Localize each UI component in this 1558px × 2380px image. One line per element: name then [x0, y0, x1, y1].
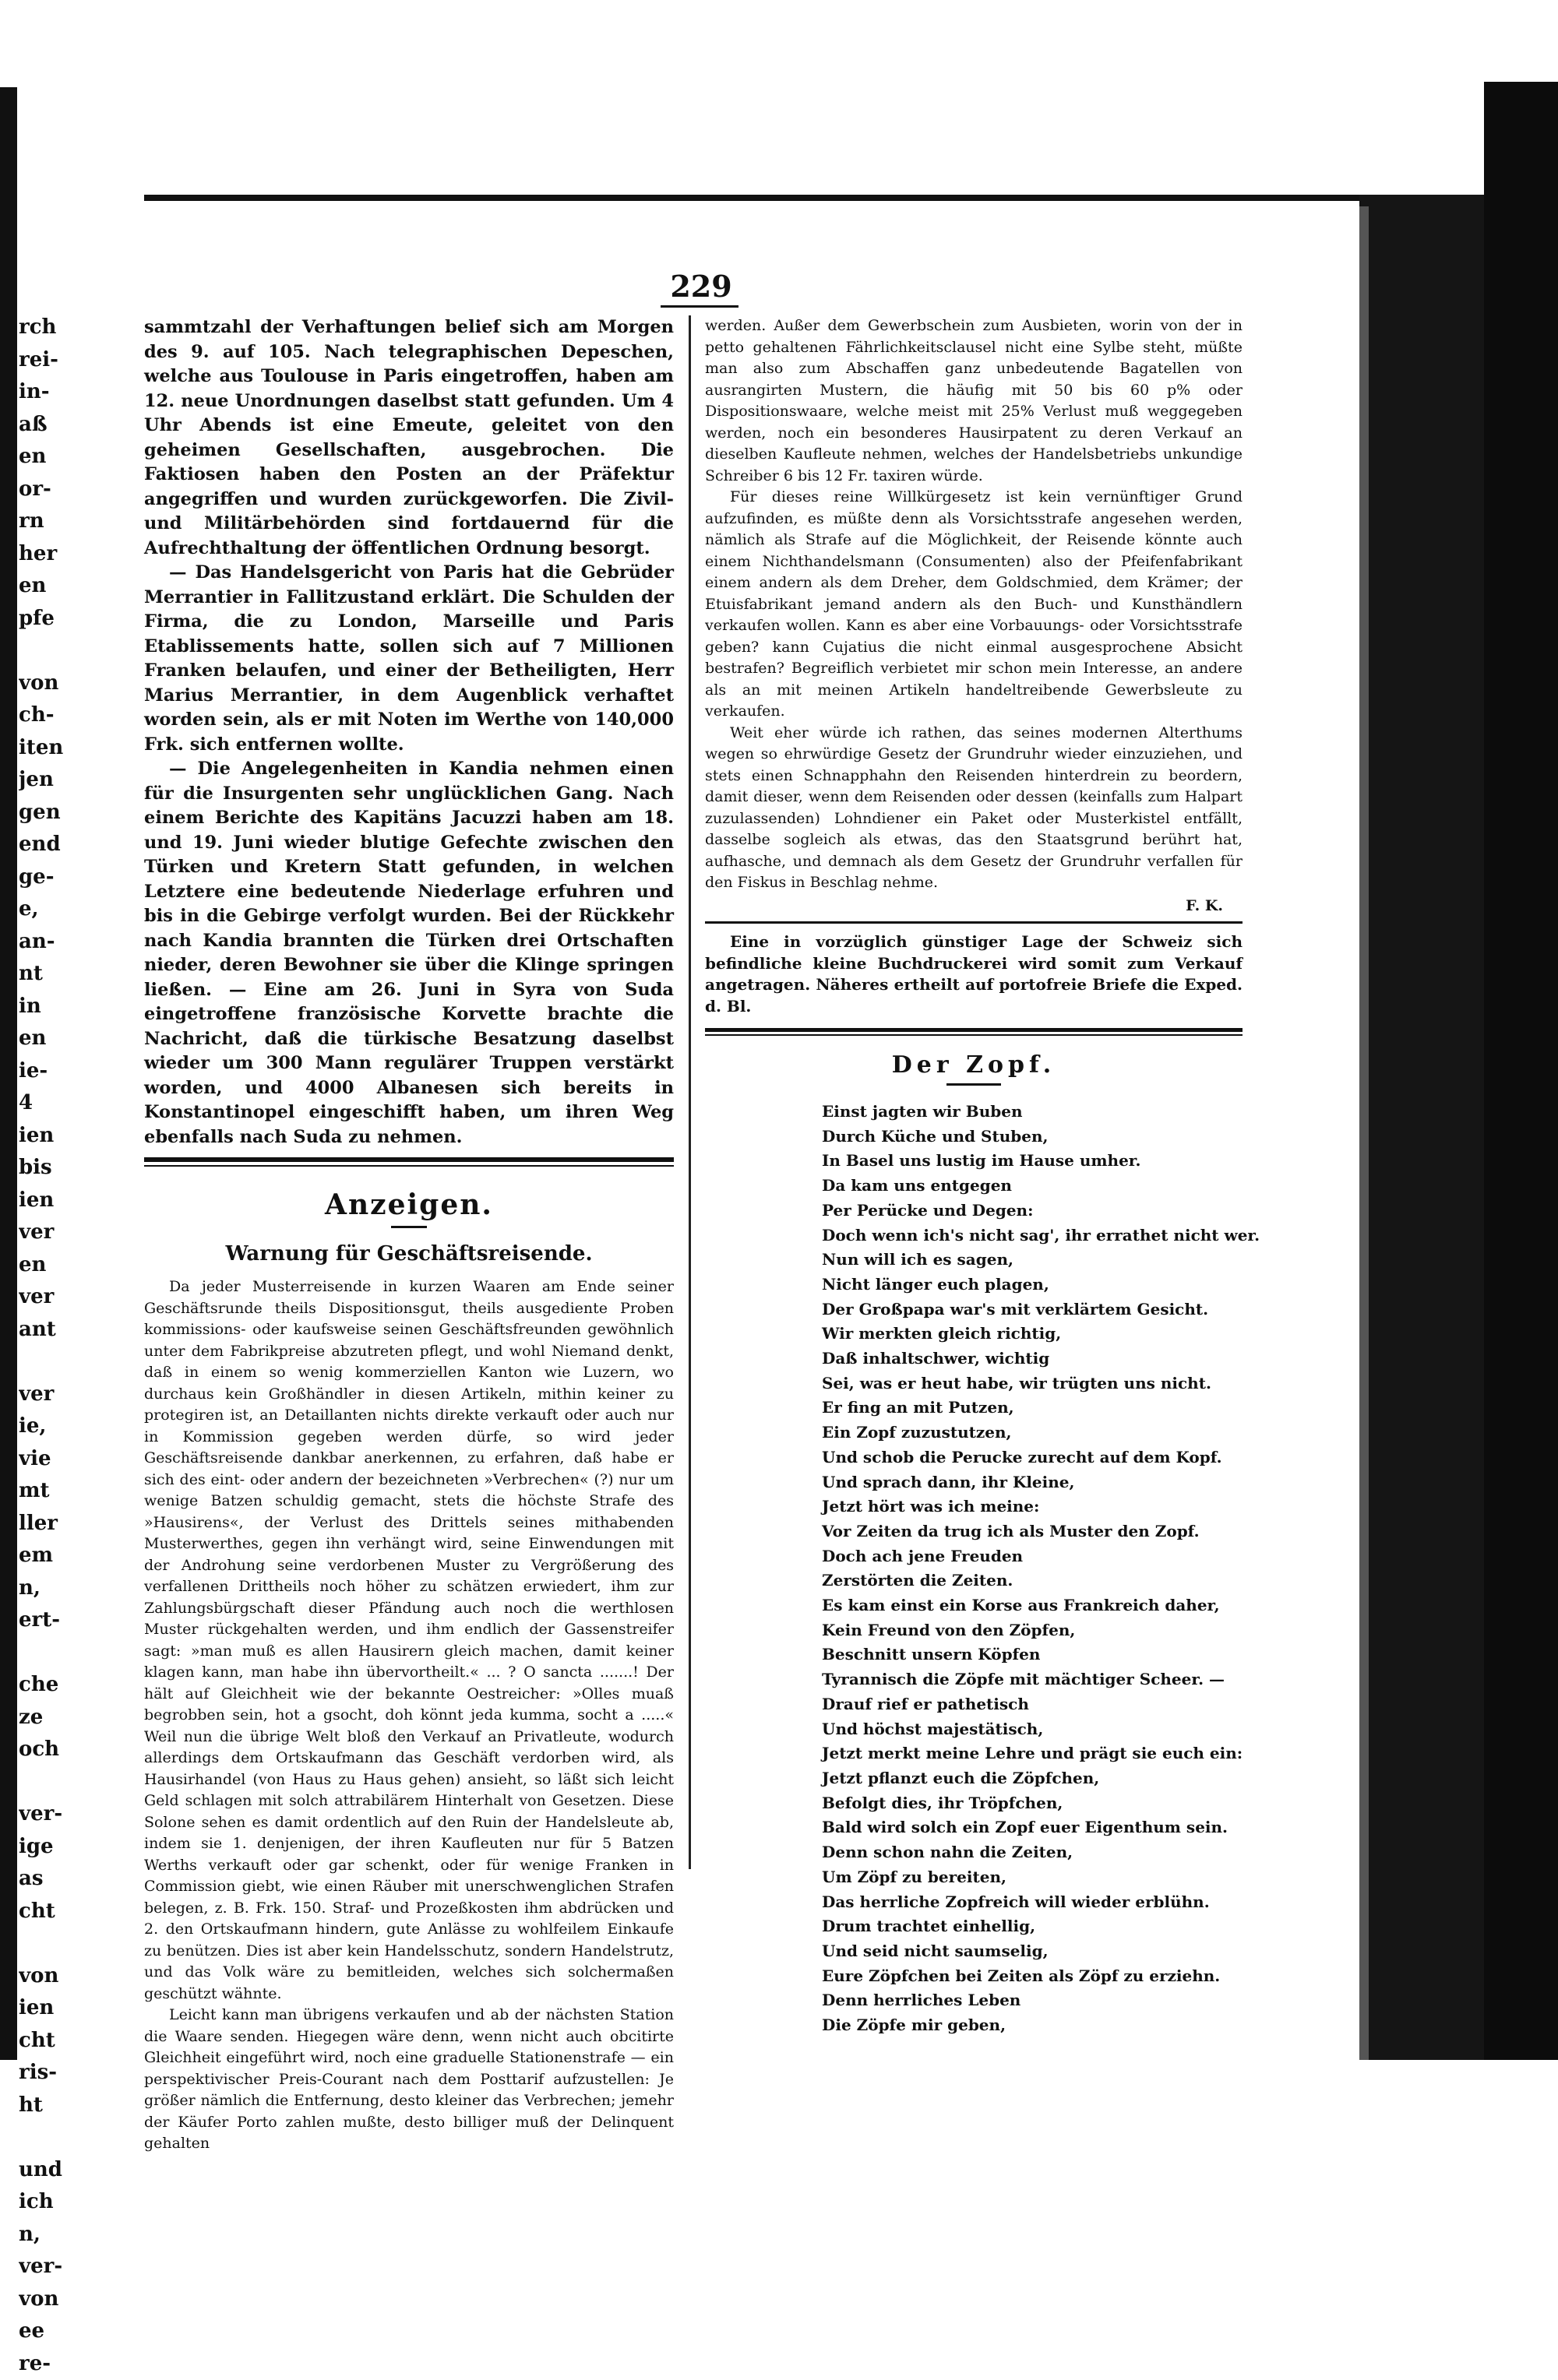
margin-fragment: 4	[19, 1087, 67, 1120]
page-number-rule	[661, 305, 738, 308]
margin-fragment: end	[19, 829, 67, 861]
news-paragraph: — Die Angelegenheiten in Kandia nehmen einen für die Insurgenten sehr unglücklichen Gang. Nach einem Berichte des Kapitäns Jacuzzi haben am 18. und 19. Juni wieder blutige Gefechte zwischen den Türken und Kretern Statt gefunden, in welchen Letztere eine bedeutende Niederlage erfuhren und bis in die Gebirge verfolgt wurden. Bei der Rückkehr nach Kandia brannten die Türken drei Ortschaften nieder, deren Bewohner sie über die Klinge springen ließen. — Eine am 26. Juni in Syra von Suda eingetroffene französische Korvette brachte die Nachricht, daß die türkische Besatzung daselbst wieder um 300 Mann regulärer Truppen verstärkt worden, und 4000 Albanesen sich bereits in Konstantinopel eingeschifft haben, um ihren Weg ebenfalls nach Suda zu nehmen.	[144, 757, 674, 1150]
anzeigen-title: Anzeigen.	[144, 1188, 674, 1221]
warning-paragraph: werden. Außer dem Gewerbschein zum Ausbieten, worin von der in petto gehaltenen Fährlichkeitsclausel nicht eine Sylbe steht, müßte man also zum Abschaffen ganz unbedeutende Bagatellen von ausrangirten Mustern, die häufig mit 50 bis 60 p% oder Dispositionswaare, welche meist mit 25% Verlust muß weggegeben werden, noch ein besonderes Hausirpatent zu deren Verkauf an dieselben Kaufleute nehmen, welches der Handelsbetriebs unkundige Schreiber 6 bis 12 Fr. taxiren würde.	[705, 315, 1243, 487]
facing-page-margin	[19, 312, 67, 2380]
signature: F. K.	[705, 896, 1243, 917]
section-rule-thin	[144, 1165, 674, 1167]
poem-line: Er fing an mit Putzen,	[822, 1396, 1243, 1421]
news-section	[144, 315, 674, 1150]
margin-fragment	[19, 635, 67, 667]
margin-fragment: von	[19, 667, 67, 700]
poem-line: Jetzt hört was ich meine:	[822, 1495, 1243, 1519]
warning-paragraph: Da jeder Musterreisende in kurzen Waaren am Ende seiner Geschäftsrunde theils Dispositionsgut, theils ausgediente Proben kommissions- oder kaufsweise seinen Geschäftsfreunden gewöhnlich unter dem Fabrikpreise abzutreten pflegt, und wohl Niemand denkt, daß in einem so wenig kommerziellen Kanton wie Luzern, wo durchaus kein Großhändler in diesen Artikeln, mithin keiner zu protegiren ist, an Detaillanten nichts direkte verkauft oder auch nur in Kommission gegeben werden dürfe, so wird jeder Geschäftsreisende dankbar anerkennen, zu erfahren, daß habe er sich des eint- oder andern der bezeichneten »Verbrechen« (?) nur um wenige Batzen schuldig gemacht, stets die höchste Strafe des »Hausirens«, der Verlust des Drittels seines mithabenden Musterwerthes, gegen ihn verhängt wird, seine Einwendungen mit der Androhung seine verdorbenen Muster zu Vergrößerung des verfallenen Drittheils noch höher zu schätzen erwiedert, ihm zur Zahlungsbürgschaft dieser Pfändung auch noch die werthlosen Muster rückgehalten werden, und ihm endlich der Gassenstreifer sagt: »man muß es allen Hausirern gleich machen, damit keiner klagen kann, man habe ihn übervortheilt.« ... ? O sancta .......! Der hält auf Gleichheit wie der bekannte Oestreicher: »Olles muaß begrobben sein, hot a gsocht, doh könnt jeda kumma, socht a .....« Weil nun die übrige Welt bloß den Verkauf an Privatleute, wodurch allerdings dem Ortskaufmann das Geschäft verdorben wird, als Hausirhandel (von Haus zu Haus gehen) ansieht, so läßt sich leicht Geld schlagen mit solch attrabilärem Hinterhalt von Gesetzen. Diese Solone sehen es damit ordentlich auf den Ruin der Handelsleute ab, indem sie 1. denjenigen, der ihren Kaufleuten nur für 5 Batzen Werths verkauft oder gar schenkt, oder für wenige Franken in Commission giebt, wie einen Räuber mit unerschwenglichen Strafen belegen, z. B. Frk. 150. Straf- und Prozeßkosten ihm abdrücken und 2. den Ortskaufmann hindern, gute Anlässe zu wohlfeilem Einkaufe zu benützen. Dies ist aber kein Handelsschutz, sondern Handelstrutz, und das Volk wäre zu bemitleiden, welches sich solchermaßen geschützt wähnte.	[144, 1276, 674, 2005]
poem	[705, 1100, 1243, 2038]
margin-fragment: bis	[19, 1152, 67, 1185]
section-rule-heavy	[144, 1157, 674, 1162]
margin-fragment: re-	[19, 2348, 67, 2380]
margin-fragment: ge-	[19, 861, 67, 894]
margin-fragment: en	[19, 570, 67, 603]
poem-line: Wir merkten gleich richtig,	[822, 1322, 1243, 1347]
poem-line: Doch wenn ich's nicht sag', ihr errathet nicht wer.	[822, 1223, 1243, 1248]
margin-fragment: ris-	[19, 2057, 67, 2090]
margin-fragment: rei-	[19, 344, 67, 377]
margin-fragment: n,	[19, 1572, 67, 1605]
right-column	[705, 315, 1243, 2038]
poem-line: Tyrannisch die Zöpfe mit mächtiger Scheer. —	[822, 1667, 1243, 1692]
small-advertisement	[705, 931, 1243, 1017]
margin-fragment: ver-	[19, 1798, 67, 1831]
poem-line: Das herrliche Zopfreich will wieder erblühn.	[822, 1890, 1243, 1915]
margin-fragment: mt	[19, 1475, 67, 1508]
margin-fragment: vie	[19, 1443, 67, 1476]
margin-fragment: ie,	[19, 1410, 67, 1443]
margin-fragment: ert-	[19, 1604, 67, 1637]
margin-fragment: ver	[19, 1216, 67, 1249]
poem-line: Kein Freund von den Zöpfen,	[822, 1618, 1243, 1643]
margin-fragment: ien	[19, 1120, 67, 1153]
scan-edge-right	[1484, 82, 1558, 2060]
margin-fragment: ee	[19, 2315, 67, 2348]
poem-line: In Basel uns lustig im Hause umher.	[822, 1149, 1243, 1174]
poem-line: Da kam uns entgegen	[822, 1174, 1243, 1199]
margin-fragment	[19, 1928, 67, 1960]
ad-rule-bottom-thin	[705, 1034, 1243, 1036]
poem-line: Sei, was er heut habe, wir trügten uns nicht.	[822, 1371, 1243, 1396]
margin-fragment: ich	[19, 2186, 67, 2219]
poem-title-rule	[946, 1083, 1001, 1086]
margin-fragment	[19, 1346, 67, 1378]
warning-paragraph: Weit eher würde ich rathen, das seines modernen Alterthums wegen so ehrwürdige Gesetz der Grundruhr wieder einzuziehen, und stets einen Schnapphahn den Reisenden hinterdrein zu beordern, damit dieser, wenn dem Reisenden oder dessen (keinfalls zum Halpart zuzulassenden) Lohndiener ein Paket oder Musterkistel entfällt, dasselbe sogleich als etwas, das den Staatsgrund berührt hat, aufhasche, und demnach als dem Gesetz der Grundruhr verfallen für den Fiskus in Beschlag nehme.	[705, 723, 1243, 894]
margin-fragment: ige	[19, 1831, 67, 1864]
margin-fragment: ht	[19, 2090, 67, 2122]
margin-fragment: che	[19, 1669, 67, 1702]
margin-fragment: en	[19, 441, 67, 474]
ad-text: Eine in vorzüglich günstiger Lage der Schweiz sich befindliche kleine Buchdruckerei wird somit zum Verkauf angetragen. Näheres ertheilt auf portofreie Briefe die Exped. d. Bl.	[705, 931, 1243, 1017]
margin-fragment	[19, 1766, 67, 1799]
margin-fragment: her	[19, 538, 67, 571]
margin-fragment: n,	[19, 2219, 67, 2251]
poem-line: Denn schon nahn die Zeiten,	[822, 1840, 1243, 1865]
margin-fragment: von	[19, 1960, 67, 1993]
news-paragraph: — Das Handelsgericht von Paris hat die Gebrüder Merrantier in Fallitzustand erklärt. Die Schulden der Firma, die zu London, Marseille und Paris Etablissements hatte, sollen sich auf 7 Millionen Franken belaufen, und einer der Betheiligten, Herr Marius Merrantier, in dem Augenblick verhaftet worden sein, als er mit Noten im Werthe von 140,000 Frk. sich entfernen wollte.	[144, 561, 674, 757]
poem-line: Jetzt merkt meine Lehre und prägt sie euch ein:	[822, 1741, 1243, 1766]
margin-fragment: em	[19, 1540, 67, 1572]
poem-line: Durch Küche und Stuben,	[822, 1125, 1243, 1150]
warning-body-continued	[705, 315, 1243, 917]
warning-paragraph: Für dieses reine Willkürgesetz ist kein vernünftiger Grund aufzufinden, es müßte denn als Vorsichtsstrafe angesehen werden, nämlich als Strafe auf die Möglichkeit, der Reisende könnte auch einem Nichthandelsmann (Consumenten) also der Pfeifenfabrikant einem andern als dem Dreher, dem Goldschmied, dem Krämer; der Etuisfabrikant jemand andern als den Buch- und Kunsthändlern verkaufen wollen. Kann es aber eine Vorbauungs- oder Vorsichtsstrafe geben? kann Cujatius die nicht einmal ausgesprochene Absicht bestrafen? Begreiflich verbietet mir schon mein Interesse, an andere als an mit meinen Artikeln handeltreibende Gewerbsleute zu verkaufen.	[705, 487, 1243, 723]
poem-line: Um Zöpf zu bereiten,	[822, 1865, 1243, 1890]
margin-fragment: in-	[19, 376, 67, 409]
margin-fragment: an-	[19, 926, 67, 959]
margin-fragment: pfe	[19, 603, 67, 635]
margin-fragment: ver	[19, 1378, 67, 1411]
left-column	[144, 315, 674, 2155]
poem-line: Drum trachtet einhellig,	[822, 1914, 1243, 1939]
poem-line: Befolgt dies, ihr Tröpfchen,	[822, 1791, 1243, 1816]
margin-fragment	[19, 1637, 67, 1670]
poem-line: Vor Zeiten da trug ich als Muster den Zopf.	[822, 1519, 1243, 1544]
warning-body-start	[144, 1276, 674, 2155]
poem-line: Jetzt pflanzt euch die Zöpfchen,	[822, 1766, 1243, 1791]
book-edge-inner	[1359, 206, 1369, 2060]
margin-fragment: cht	[19, 1896, 67, 1928]
warning-title: Warnung für Geschäftsreisende.	[144, 1242, 674, 1266]
margin-fragment: ch-	[19, 699, 67, 732]
margin-fragment: und	[19, 2154, 67, 2187]
poem-line: Und sprach dann, ihr Kleine,	[822, 1470, 1243, 1495]
poem-line: Und höchst majestätisch,	[822, 1717, 1243, 1742]
poem-line: Per Perücke und Degen:	[822, 1199, 1243, 1223]
margin-fragment: e,	[19, 893, 67, 926]
anzeigen-title-rule	[391, 1226, 427, 1228]
ad-rule-top	[705, 921, 1243, 924]
poem-line: Bald wird solch ein Zopf euer Eigenthum sein.	[822, 1815, 1243, 1840]
margin-fragment: ie-	[19, 1055, 67, 1088]
margin-fragment: ver	[19, 1281, 67, 1314]
poem-title: Der Zopf.	[705, 1051, 1243, 1079]
poem-line: Doch ach jene Freuden	[822, 1544, 1243, 1569]
margin-fragment: gen	[19, 797, 67, 829]
poem-line: Die Zöpfe mir geben,	[822, 2013, 1243, 2038]
margin-fragment: cht	[19, 2025, 67, 2058]
poem-line: Der Großpapa war's mit verklärtem Gesicht.	[822, 1297, 1243, 1322]
margin-fragment: in	[19, 991, 67, 1023]
margin-fragment: iten	[19, 732, 67, 765]
poem-line: Drauf rief er pathetisch	[822, 1692, 1243, 1717]
page-number: 229	[662, 269, 740, 304]
margin-fragment: ien	[19, 1185, 67, 1217]
margin-fragment: och	[19, 1734, 67, 1766]
ad-rule-bottom-heavy	[705, 1028, 1243, 1032]
margin-fragment: nt	[19, 958, 67, 991]
margin-fragment: rn	[19, 505, 67, 538]
margin-fragment: en	[19, 1249, 67, 1282]
binding-shadow-left	[0, 87, 17, 2060]
poem-line: Daß inhaltschwer, wichtig	[822, 1347, 1243, 1371]
poem-line: Nicht länger euch plagen,	[822, 1273, 1243, 1297]
margin-fragment: aß	[19, 409, 67, 442]
poem-line: Und schob die Perucke zurecht auf dem Kopf.	[822, 1445, 1243, 1470]
poem-line: Zerstörten die Zeiten.	[822, 1568, 1243, 1593]
poem-line: Denn herrliches Leben	[822, 1988, 1243, 2013]
margin-fragment: ver-	[19, 2251, 67, 2283]
warning-paragraph: Leicht kann man übrigens verkaufen und ab der nächsten Station die Waare senden. Hiegegen wäre denn, wenn nicht auch obcitirte Gleichheit eingeführt wird, noch eine graduelle Stationenstrafe — ein perspektivischer Preis-Courant nach dem Posttarif aufzustellen: Je größer nämlich die Entfernung, desto kleiner das Verbrechen; jemehr der Käufer Porto zahlen mußte, desto billiger muß der Delinquent gehalten	[144, 2005, 674, 2155]
margin-fragment: ant	[19, 1314, 67, 1347]
book-edge-top	[144, 195, 1484, 201]
margin-fragment: jen	[19, 764, 67, 797]
margin-fragment: as	[19, 1863, 67, 1896]
poem-line: Und seid nicht saumselig,	[822, 1939, 1243, 1964]
poem-line: Es kam einst ein Korse aus Frankreich daher,	[822, 1593, 1243, 1618]
margin-fragment: ien	[19, 1992, 67, 2025]
margin-fragment: von	[19, 2283, 67, 2316]
poem-line: Einst jagten wir Buben	[822, 1100, 1243, 1125]
poem-line: Beschnitt unsern Köpfen	[822, 1642, 1243, 1667]
column-divider	[689, 315, 691, 1869]
margin-fragment: or-	[19, 474, 67, 506]
poem-line: Ein Zopf zuzustutzen,	[822, 1421, 1243, 1445]
margin-fragment: ller	[19, 1508, 67, 1540]
news-paragraph: sammtzahl der Verhaftungen belief sich am Morgen des 9. auf 105. Nach telegraphischen Depeschen, welche aus Toulouse in Paris eingetroffen, haben am 12. neue Unordnungen daselbst statt gefunden. Um 4 Uhr Abends ist eine Emeute, geleitet von den geheimen Gesellschaften, ausgebrochen. Die Faktiosen haben den Posten an der Präfektur angegriffen und wurden zurückgeworfen. Die Zivil- und Militärbehörden sind fortdauernd für die Aufrechthaltung der öffentlichen Ordnung besorgt.	[144, 315, 674, 561]
margin-fragment: ze	[19, 1702, 67, 1734]
poem-line: Nun will ich es sagen,	[822, 1248, 1243, 1273]
poem-line: Eure Zöpfchen bei Zeiten als Zöpf zu erziehn.	[822, 1964, 1243, 1989]
margin-fragment: en	[19, 1023, 67, 1055]
margin-fragment: rch	[19, 312, 67, 344]
margin-fragment	[19, 2121, 67, 2154]
